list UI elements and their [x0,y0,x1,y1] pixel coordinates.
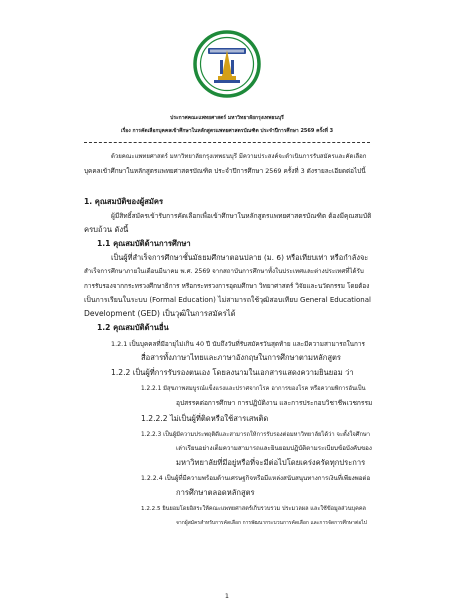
education-line-1: เป็นผู้ที่สำเร็จการศึกษาชั้นมัธยมศึกษาตอนปลาย (ม. 6) หรือเทียบเท่า หรือกำลังจะ [111,253,369,262]
education-line-3: การรับรองจากกระทรวงศึกษาธิการ หรือกระทรวงการอุดมศึกษา วิทยาศาสตร์ วิจัยและนวัตกรรม โดยต้อง [84,282,370,290]
item-1-2-2-3-line-2: เล่าเรียนอย่างเต็มความสามารถและยินยอมปฏิบัติตามระเบียบข้อบังคับของ [176,445,372,452]
announcement-subject: เรื่อง การคัดเลือกบุคคลเข้าศึกษาในหลักสูตรแพทยศาสตรบัณฑิต ประจำปีการศึกษา 2569 ครั้งที่ 3 [120,128,334,134]
section-1-paragraph-line-1: ผู้มีสิทธิ์สมัครเข้ารับการคัดเลือกเพื่อเข้าศึกษาในหลักสูตรแพทยศาสตรบัณฑิต ต้องมีคุณสมบัติ [111,212,372,220]
item-1-2-1-line-1: 1.2.1 เป็นบุคคลที่มีอายุไม่เกิน 40 ปี นับถึงวันที่รับสมัครวันสุดท้าย และมีความสามารถในการ [111,340,365,348]
section-1-heading: 1. คุณสมบัติของผู้สมัคร [84,197,164,206]
item-1-2-2-5-line-1: 1.2.2.5 ยินยอมโดยอิสระให้คณะแพทยศาสตร์เก็บรวบรวม ประมวลผล และใช้ข้อมูลส่วนบุคคล [141,506,366,512]
item-1-2-2-4-line-2: การศึกษาตลอดหลักสูตร [176,488,255,497]
item-1-2-2-5-line-2: จากผู้สมัครสำหรับการคัดเลือก การพัฒนากระบวนการคัดเลือก และการจัดการศึกษาต่อไป [176,520,367,526]
education-line-2: สำเร็จการศึกษาภายในเดือนมีนาคม พ.ศ. 2569 จากสถาบันการศึกษาทั้งในประเทศและต่างประเทศที่ได้รับ [84,268,364,275]
section-1-paragraph-line-2: ครบถ้วน ดังนี้ [84,225,129,234]
faculty-seal-logo [193,30,261,98]
item-1-2-2-4-line-1: 1.2.2.4 เป็นผู้ที่มีความพร้อมด้านเศรษฐกิจหรือมีแหล่งสนับสนุนทางการเงินที่เพียงพอต่อ [141,475,371,482]
item-1-2-2-1-line-1: 1.2.2.1 มีสุขภาพสมบูรณ์แข็งแรงและปราศจากโรค อาการของโรค หรือความพิการอันเป็น [141,386,366,392]
announcement-title: ประกาศคณะแพทยศาสตร์ มหาวิทยาลัยกรุงเทพธนบุรี [170,115,284,121]
item-1-2-2-3-line-1: 1.2.2.3 เป็นผู้มีความประพฤติดีและสามารถให้การรับรองต่อมหาวิทยาลัยได้ว่า จะตั้งใจศึกษา [141,432,371,438]
item-1-2-2-2-line-1: 1.2.2.2 ไม่เป็นผู้ที่ติดหรือใช้สารเสพติด [141,414,269,423]
intro-line-1: ด้วยคณะแพทยศาสตร์ มหาวิทยาลัยกรุงเทพธนบุรี มีความประสงค์จะดำเนินการรับสมัครและคัดเลือก [111,153,367,160]
education-line-5: Development (GED) เป็นวุฒิในการสมัครได้ [84,309,236,318]
separator-line [84,142,370,143]
education-line-4: เป็นการเรียนในระบบ (Formal Education) ไม่สามารถใช้วุฒิสอบเทียบ General Educational [84,296,371,304]
item-1-2-1-line-2: สื่อสารทั้งภาษาไทยและภาษาอังกฤษในการศึกษาตามหลักสูตร [141,353,341,362]
subsection-1-1-heading: 1.1 คุณสมบัติด้านการศึกษา [97,239,191,248]
subsection-1-2-heading: 1.2 คุณสมบัติด้านอื่น [97,323,169,332]
intro-line-2: บุคคลเข้าศึกษาในหลักสูตรแพทยศาสตรบัณฑิต ประจำปีการศึกษา 2569 ครั้งที่ 3 ดังรายละเอียดต่อไปนี้ [84,167,366,175]
page-number: 1 [224,592,230,600]
item-1-2-2-line-1: 1.2.2 เป็นผู้ที่การรับรองตนเอง โดยลงนามในเอกสารแสดงความยินยอม ว่า [111,368,354,377]
item-1-2-2-3-line-3: มหาวิทยาลัยที่มีอยู่หรือที่จะมีต่อไปโดยเคร่งครัดทุกประการ [176,458,366,467]
item-1-2-2-1-line-2: อุปสรรคต่อการศึกษา การปฏิบัติงาน และการประกอบวิชาชีพเวชกรรม [176,399,373,407]
